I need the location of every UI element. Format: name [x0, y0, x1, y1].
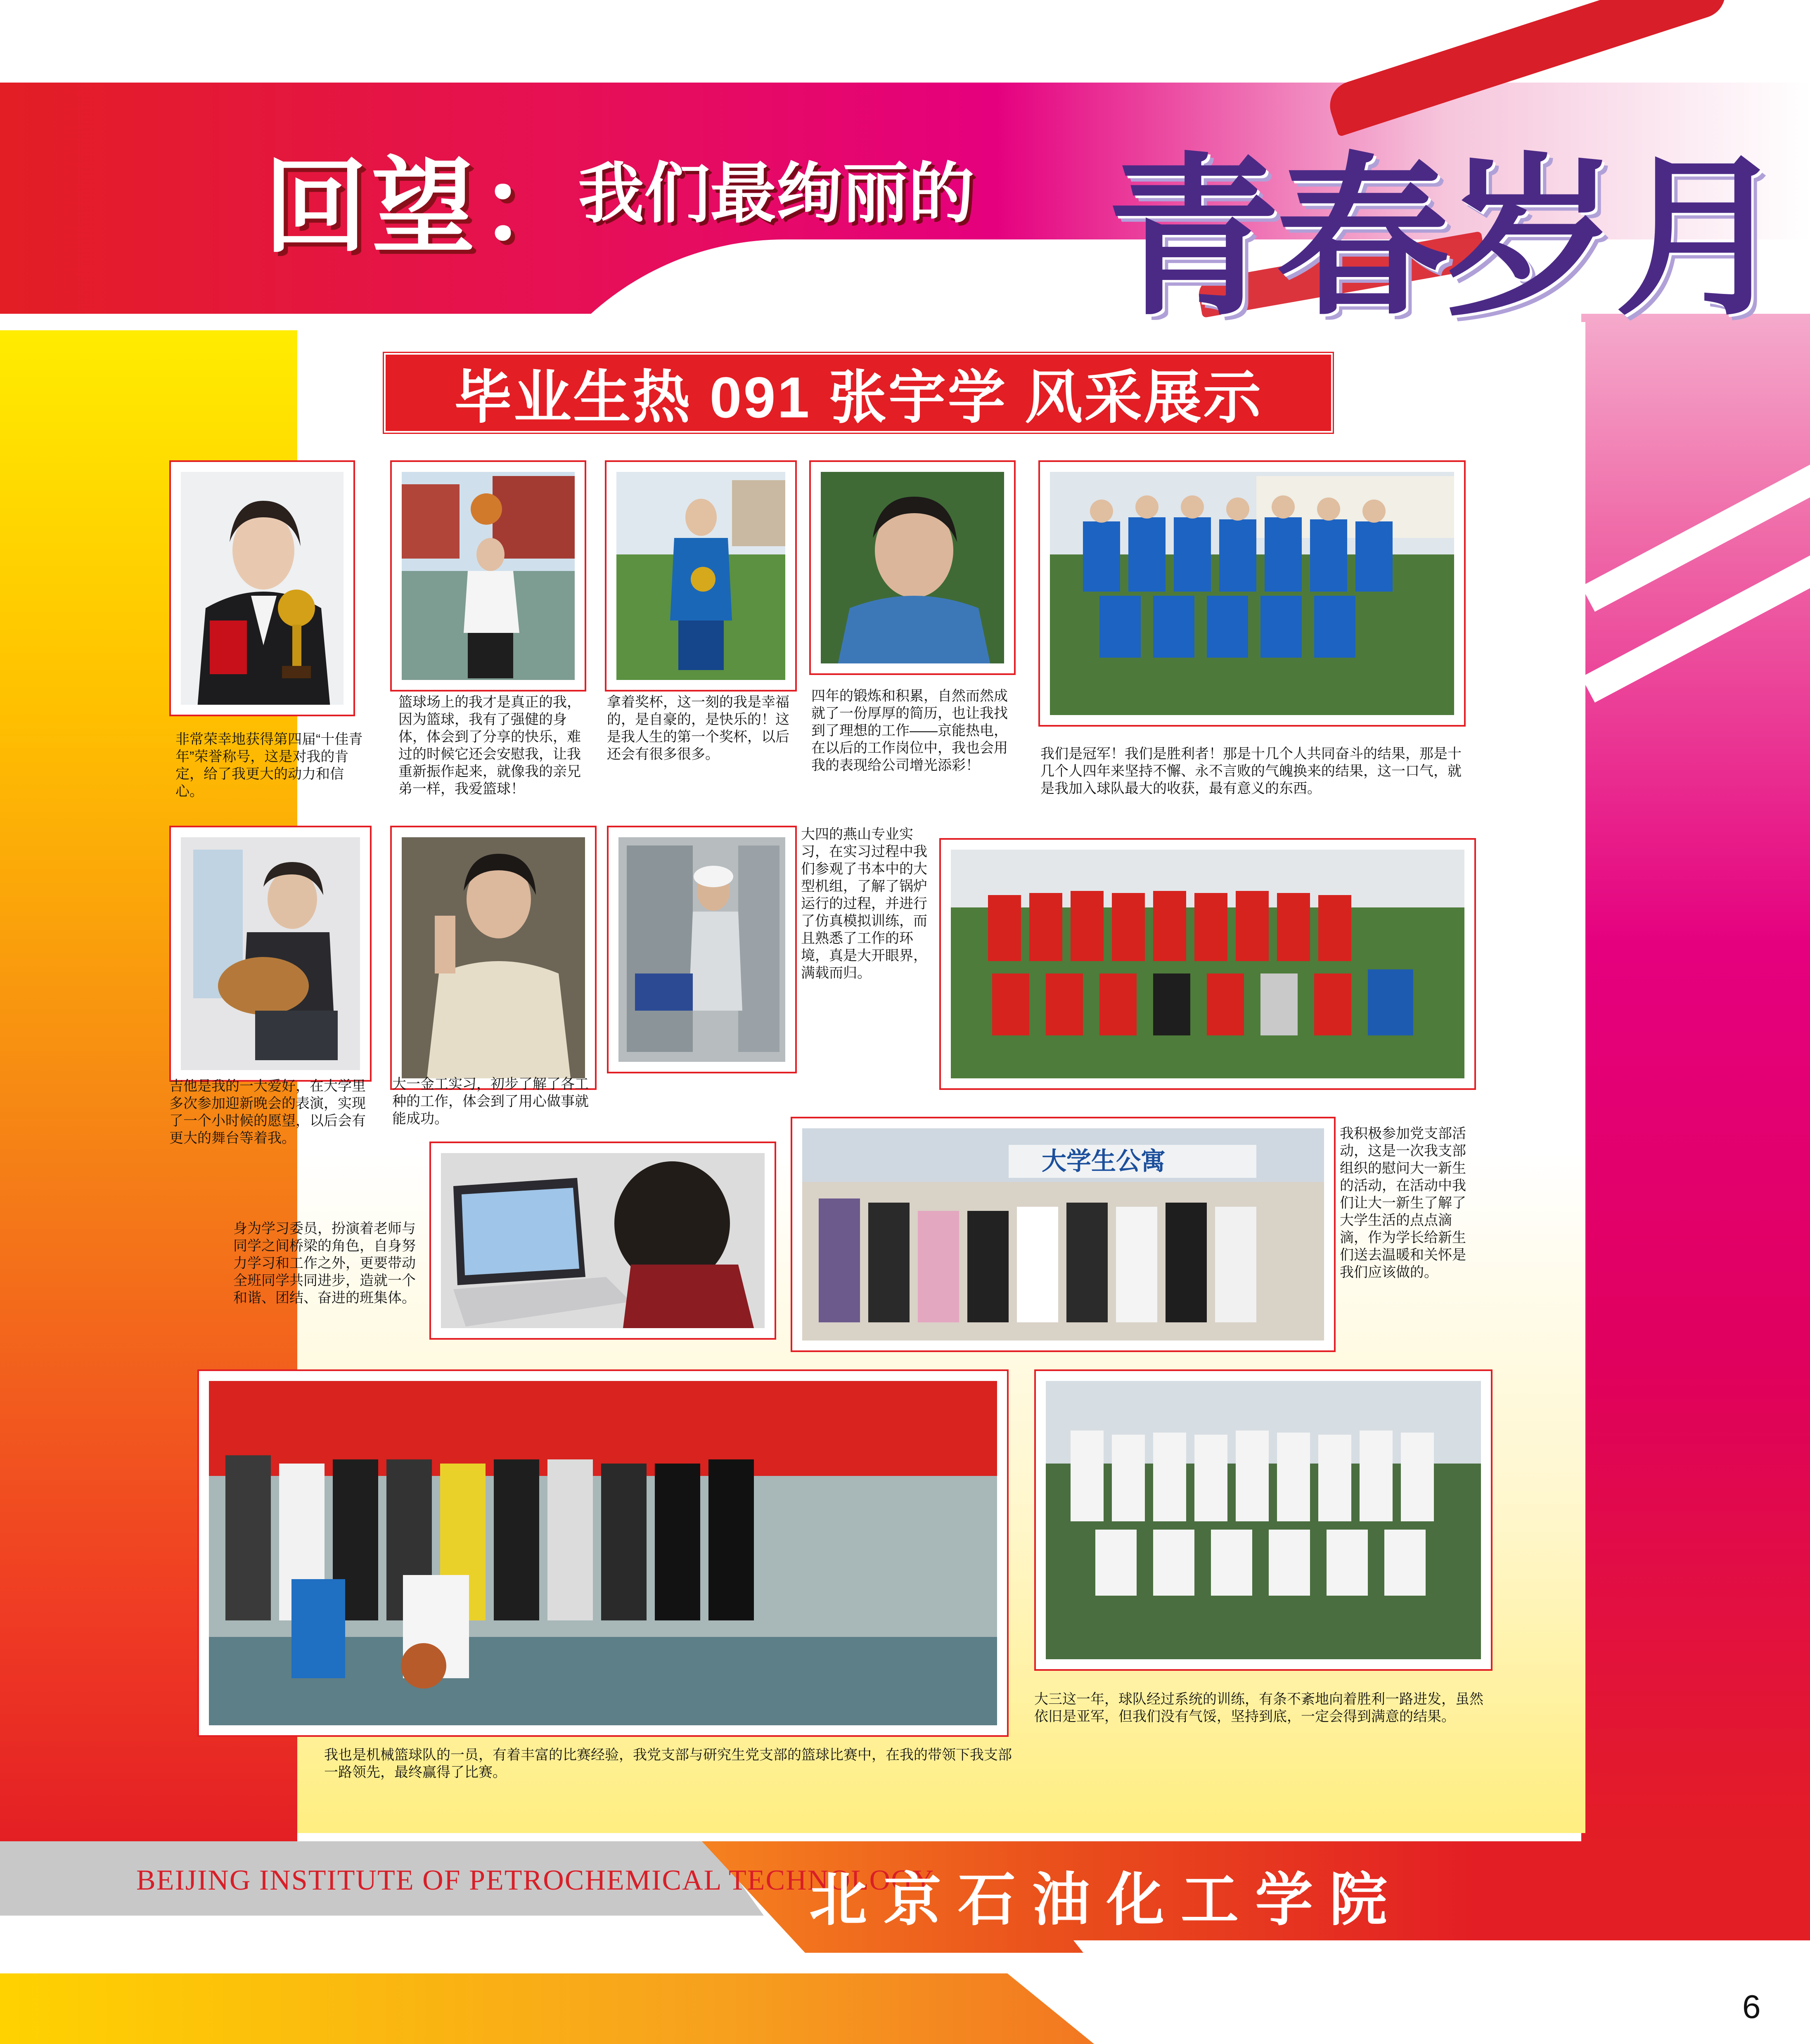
- photo-victory-image: [402, 837, 585, 1078]
- right-gradient-band: [1581, 206, 1810, 1850]
- photo-hardhat: [607, 826, 797, 1073]
- photo-guitar-image: [181, 837, 360, 1070]
- photo-trophy-image: [616, 472, 785, 680]
- page-number: 6: [1742, 1988, 1761, 2025]
- title-sub: 我们最绚丽的: [578, 154, 975, 232]
- photo-honor-image: [181, 472, 344, 705]
- section-banner: 毕业生热 091 张宇学 风采展示: [384, 353, 1333, 433]
- photo-basketball-image: [402, 472, 575, 680]
- photo-laptop-image: [441, 1153, 765, 1328]
- photo-champions: [1038, 460, 1466, 727]
- photo-laptop: [429, 1142, 776, 1340]
- caption-champions: 我们是冠军！我们是胜利者！那是十几个人共同奋斗的结果，那是十几个人四年来坚持不懈、永不言败的气魄换来的结果，这一口气，就是我加入球队最大的收获，最有意义的东西。: [1040, 746, 1462, 796]
- photo-work-image: [821, 472, 1004, 663]
- photo-honor: [169, 460, 355, 716]
- photo-dormitory-image: [802, 1128, 1324, 1341]
- photo-guitar: [169, 826, 372, 1082]
- photo-basketball: [390, 460, 586, 692]
- photo-red-team: [939, 838, 1476, 1090]
- footer-english-name: BEIJING INSTITUTE OF PETROCHEMICAL TECHNOLOGY: [136, 1864, 935, 1896]
- caption-party: 我积极参加党支部活动，这是一次我支部组织的慰问大一新生的活动，在活动中我们让大一新生了解了大学生活的点点滴滴，作为学长给新生们送去温暖和关怀是我们应该做的。: [1340, 1126, 1466, 1280]
- photo-white-team: [1034, 1369, 1493, 1671]
- caption-trophy: 拿着奖杯，这一刻的我是幸福的，是自豪的，是快乐的！这是我人生的第一个奖杯，以后还会有很多很多。: [607, 694, 789, 762]
- photo-hardhat-image: [618, 837, 785, 1062]
- caption-basketball: 篮球场上的我才是真正的我，因为篮球，我有了强健的身体，体会到了分享的快乐，难过的时候它还会安慰我，让我重新振作起来，就像我的亲兄弟一样，我爱篮球！: [398, 694, 581, 797]
- caption-yanshan: 大四的燕山专业实习，在实习过程中我们参观了书本中的大型机组，了解了锅炉运行的过程，并进行了仿真模拟训练，而且熟悉了工作的环境，真是大开眼界，满载而归。: [801, 827, 927, 981]
- photo-trophy: [605, 460, 797, 692]
- footer-chinese-name: 北京石油化工学院: [809, 1866, 1404, 1934]
- photo-red-team-image: [951, 850, 1464, 1078]
- photo-dormitory: [791, 1117, 1336, 1352]
- photo-champions-image: [1050, 472, 1454, 715]
- dorm-sign: 大学生公寓: [1042, 1147, 1166, 1176]
- caption-work: 四年的锻炼和积累，自然而然成就了一份厚厚的简历，也让我找到了理想的工作——京能热电，在以后的工作岗位中，我也会用我的表现给公司增光添彩！: [811, 688, 1008, 773]
- caption-study: 身为学习委员，扮演着老师与同学之间桥梁的角色，自身努力学习和工作之外，更要带动全班同学共同进步，造就一个和谐、团结、奋进的班集体。: [233, 1221, 416, 1306]
- title-big: 青春岁月: [1106, 136, 1784, 339]
- caption-basketball-team: 我也是机械篮球队的一员，有着丰富的比赛经验，我党支部与研究生党支部的篮球比赛中，在我的带领下我支部一路领先，最终赢得了比赛。: [324, 1747, 1012, 1780]
- photo-white-team-image: [1046, 1381, 1481, 1659]
- caption-intern: 大一金工实习，初步了解了各工种的工作，体会到了用心做事就能成功。: [392, 1076, 589, 1127]
- photo-basketball-team-image: [209, 1381, 997, 1725]
- photo-work: [809, 460, 1016, 675]
- caption-guitar: 吉他是我的一大爱好，在大学里多次参加迎新晚会的表演，实现了一个小时候的愿望，以后会有更大的舞台等着我。: [169, 1078, 366, 1146]
- caption-junior: 大三这一年，球队经过系统的训练，有条不紊地向着胜利一路进发，虽然依旧是亚军，但我们没有气馁，坚持到底，一定会得到满意的结果。: [1034, 1691, 1483, 1724]
- bottom-white-area: [1073, 1940, 1810, 2044]
- title-main: 回望：: [264, 149, 586, 265]
- caption-honor: 非常荣幸地获得第四届“十佳青年”荣誉称号，这是对我的肯定，给了我更大的动力和信心。: [175, 732, 363, 799]
- photo-basketball-team: [197, 1369, 1009, 1737]
- photo-victory: [390, 826, 597, 1090]
